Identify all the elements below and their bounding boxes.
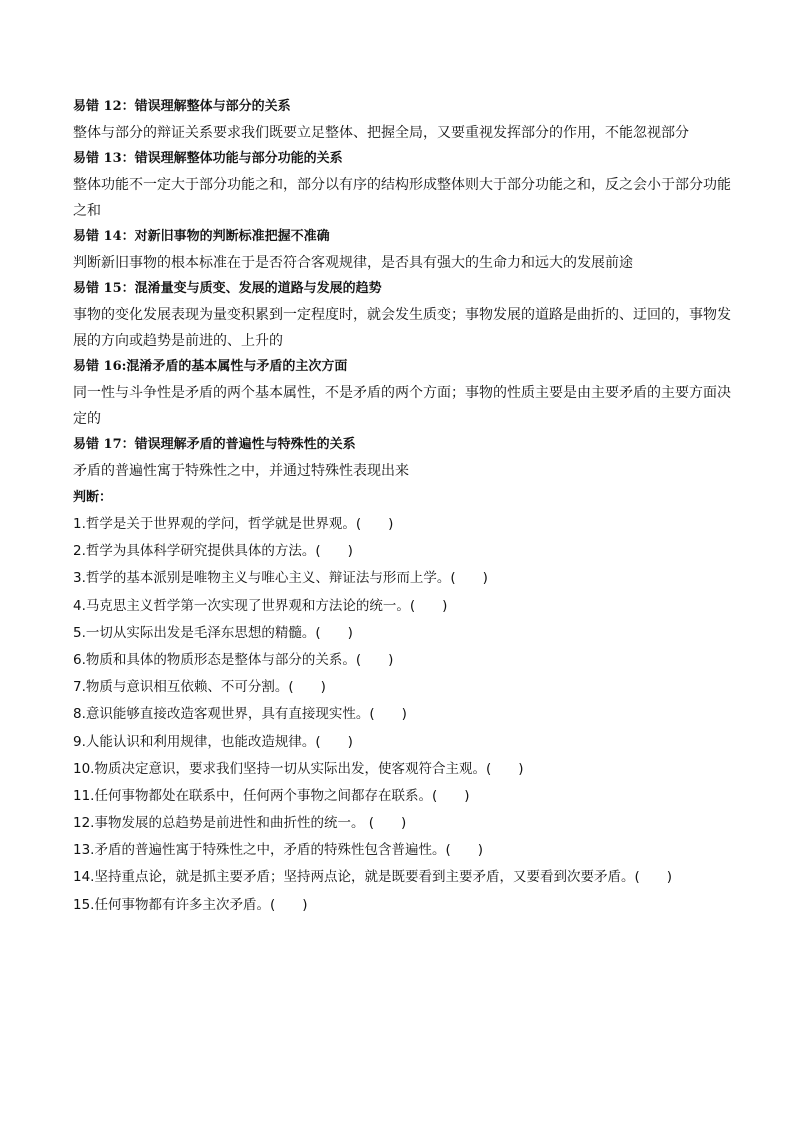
question-item: 11.任何事物都处在联系中，任何两个事物之间都存在联系。( ) (73, 787, 470, 804)
question-item: 1.哲学是关于世界观的学问，哲学就是世界观。( ) (73, 516, 394, 532)
section-15 (73, 276, 733, 354)
section-heading: 易错 13：错误理解整体功能与部分功能的关系 (73, 151, 343, 166)
section-body: 整体与部分的辩证关系要求我们既要立足整体、把握全局，又要重视发挥部分的作用，不能忽视部分 (73, 125, 689, 141)
section-12 (73, 94, 733, 146)
section-body: 矛盾的普遍性寓于特殊性之中，并通过特殊性表现出来 (73, 463, 409, 479)
judgement-section (73, 484, 733, 919)
question-item: 4.马克思主义哲学第一次实现了世界观和方法论的统一。( ) (73, 597, 448, 614)
document-page (73, 94, 733, 919)
judgement-title: 判断： (73, 490, 113, 505)
section-16 (73, 354, 733, 432)
section-14 (73, 224, 733, 276)
section-heading: 易错 16:混淆矛盾的基本属性与矛盾的主次方面 (73, 359, 348, 374)
question-item: 14.坚持重点论，就是抓主要矛盾；坚持两点论，就是既要看到主要矛盾，又要看到次要矛盾。( ) (73, 869, 673, 886)
question-item: 8.意识能够直接改造客观世界，具有直接现实性。( ) (73, 706, 407, 723)
question-item: 15.任何事物都有许多主次矛盾。( ) (73, 896, 308, 913)
question-item: 9.人能认识和利用规律，也能改造规律。( ) (73, 733, 353, 750)
section-13 (73, 146, 733, 224)
section-heading: 易错 17：错误理解矛盾的普遍性与特殊性的关系 (73, 437, 356, 452)
question-item: 2.哲学为具体科学研究提供具体的方法。( ) (73, 543, 353, 560)
section-heading: 易错 15：混淆量变与质变、发展的道路与发展的趋势 (73, 281, 382, 296)
question-item: 13.矛盾的普遍性寓于特殊性之中，矛盾的特殊性包含普遍性。( ) (73, 842, 484, 859)
question-item: 3.哲学的基本派别是唯物主义与唯心主义、辩证法与形而上学。( ) (73, 570, 488, 587)
section-body: 事物的变化发展表现为量变积累到一定程度时，就会发生质变；事物发展的道路是曲折的、迂回的，事物发展的方向或趋势是前进的、上升的 (73, 307, 731, 349)
question-list (73, 511, 733, 919)
section-body: 判断新旧事物的根本标准在于是否符合客观规律，是否具有强大的生命力和远大的发展前途 (73, 255, 633, 271)
question-item: 7.物质与意识相互依赖、不可分割。( ) (73, 679, 326, 696)
section-heading: 易错 14：对新旧事物的判断标准把握不准确 (73, 229, 330, 244)
question-item: 6.物质和具体的物质形态是整体与部分的关系。( ) (73, 651, 394, 668)
section-17 (73, 432, 733, 484)
section-body: 同一性与斗争性是矛盾的两个基本属性，不是矛盾的两个方面；事物的性质主要是由主要矛盾的主要方面决定的 (73, 385, 731, 427)
question-item: 12.事物发展的总趋势是前进性和曲折性的统一。 ( ) (73, 815, 407, 832)
section-heading: 易错 12：错误理解整体与部分的关系 (73, 99, 291, 114)
question-item: 10.物质决定意识，要求我们坚持一切从实际出发，使客观符合主观。( ) (73, 760, 524, 777)
question-item: 5.一切从实际出发是毛泽东思想的精髓。( ) (73, 624, 353, 641)
section-body: 整体功能不一定大于部分功能之和，部分以有序的结构形成整体则大于部分功能之和，反之会小于部分功能之和 (73, 177, 731, 219)
